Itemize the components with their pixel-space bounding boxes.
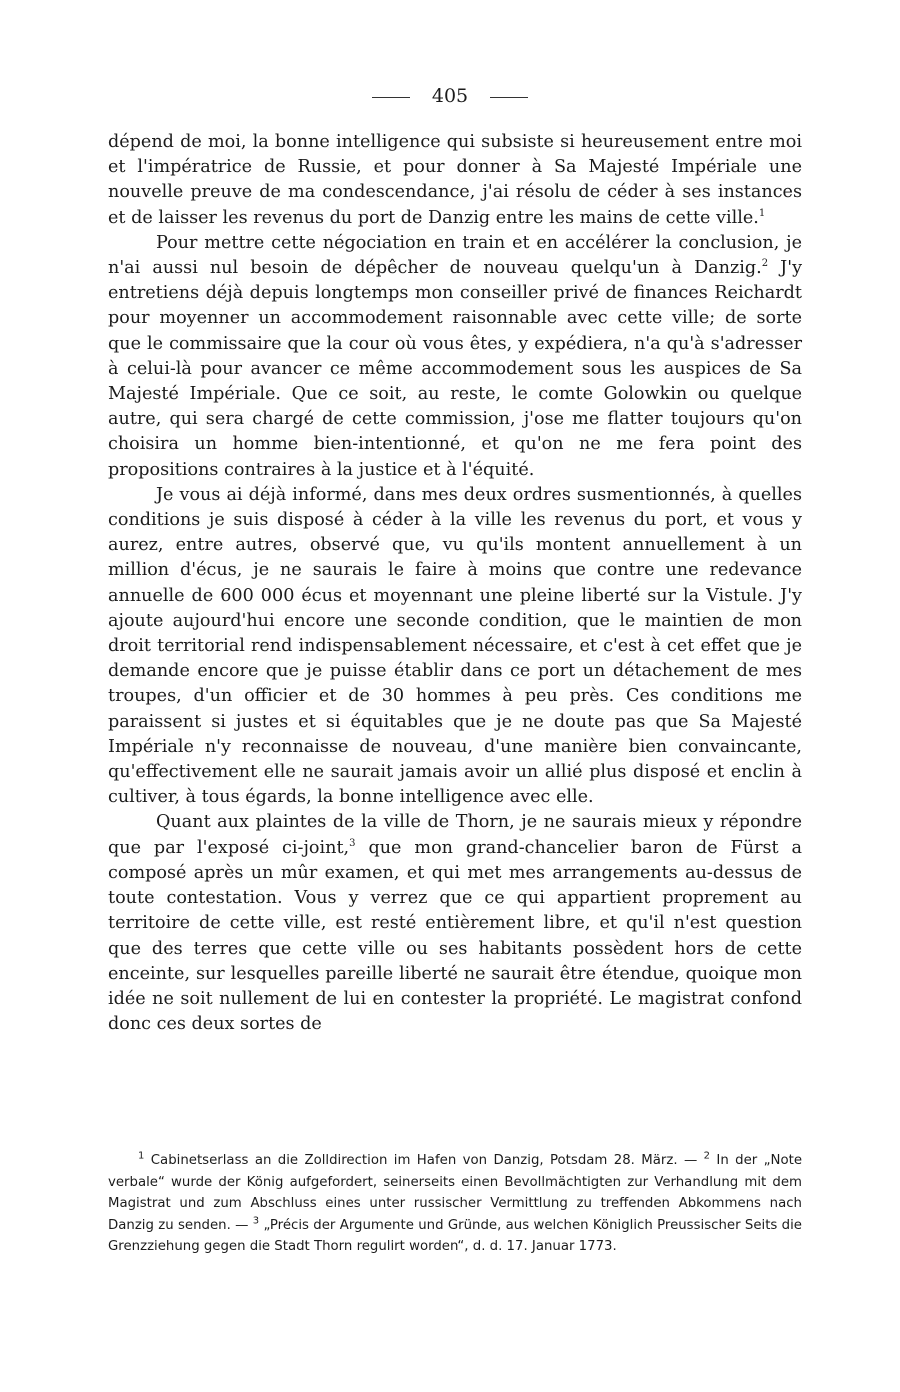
paragraph [108,810,802,1037]
paragraph [108,130,802,231]
paragraph-text: Je vous ai déjà informé, dans mes deux ordres susmentionnés, à quelles conditions je suis disposé à céder à la ville les revenus du port, et vous y aurez, entre autres, observé que, vu qu'ils montent annuellement à un million d'écus, je ne saurais le faire à moins que contre une redevance annuelle de 600 000 écus et moyennant une pleine liberté sur la Vistule. J'y ajoute aujourd'hui encore une seconde condition, que le maintien de mon droit territorial rend indispensablement nécessaire, et c'est à cet effet que je demande encore que je puisse établir dans ce port un détachement de mes troupes, d'un officier et de 30 hommes à peu près. Ces conditions me paraissent si justes et si équitables que je ne doute pas que Sa Majesté Impériale n'y reconnaisse de nouveau, d'une manière bien convaincante, qu'effectivement elle ne saurait jamais avoir un allié plus disposé et enclin à cultiver, à tous égards, la bonne intelligence avec elle. [108,484,802,808]
footnote-marker: 2 [703,1150,711,1162]
paragraph-text: Pour mettre cette négociation en train et en accélérer la conclusion, je n'ai aussi nul besoin de dépêcher de nouveau quelqu'un à Danzig. [108,232,802,279]
paragraph [108,231,802,483]
footnote-marker: 3 [252,1215,260,1227]
paragraph-text: que mon grand-chancelier baron de Fürst a composé après un mûr examen, et qui met mes arrangements au-dessus de toute contestation. Vous y verrez que ce qui appartient proprement au territoire de cette ville, est resté entièrement libre, et qu'il n'est question que des terres que cette ville ou ses habitants possèdent hors de cette enceinte, sur lesquelles pareille liberté ne saurait être étendue, quoique mon idée ne soit nullement de lui en contester la propriété. Le magistrat confond donc ces deux sortes de [108,837,802,1035]
footnotes [108,1150,802,1258]
footnote-ref: 1 [758,207,766,219]
header-rule-left [372,97,410,98]
body-text [108,130,802,1037]
footnote-text: Cabinetserlass an die Zolldirection im Hafen von Danzig, Potsdam 28. März. — [144,1153,704,1168]
page-number: 405 [431,85,469,107]
page-header [0,84,900,108]
paragraph-text: J'y entretiens déjà depuis longtemps mon conseiller privé de finances Reichardt pour moyenner un accommodement raisonnable avec cette ville; de sorte que le commissaire que la cour où vous êtes, y expédiera, n'a qu'à s'adresser à celui-là pour avancer ce même accommodement sous les auspices de Sa Majesté Impériale. Que ce soit, au reste, le comte Golowkin ou quelque autre, qui sera chargé de cette commission, j'ose me flatter toujours qu'on choisira un homme bien-intentionné, et qu'on ne me fera point des propositions contraires à la justice et à l'équité. [108,258,803,480]
footnote-text: In der „Note verbale“ wurde der König aufgefordert, seinerseits einen Bevollmächtigten zur Verhandlung mit dem Magistrat und zum Abschluss eines unter russischer Vermittlung zu treffenden Abkommens nach Danzig zu senden. — [108,1153,802,1233]
header-rule-right [490,97,528,98]
footnote-marker: 1 [138,1150,145,1162]
footnote-text: „Précis der Argumente und Gründe, aus welchen Königlich Preussischer Seits die Grenzziehung gegen die Stadt Thorn regulirt worden“, d. d. 17. Januar 1773. [108,1217,802,1255]
footnote-ref: 3 [349,837,356,849]
paragraph-text: Quant aux plaintes de la ville de Thorn, je ne saurais mieux y répondre que par l'exposé ci-joint, [108,812,802,858]
paragraph [108,483,802,811]
paragraph-text: dépend de moi, la bonne intelligence qui subsiste si heureusement entre moi et l'impératrice de Russie, et pour donner à Sa Majesté Impériale une nouvelle preuve de ma condescendance, j'ai résolu de céder à ses instances et de laisser les revenus du port de Danzig entre les mains de cette ville. [108,132,802,228]
footnote-ref: 2 [761,258,769,270]
